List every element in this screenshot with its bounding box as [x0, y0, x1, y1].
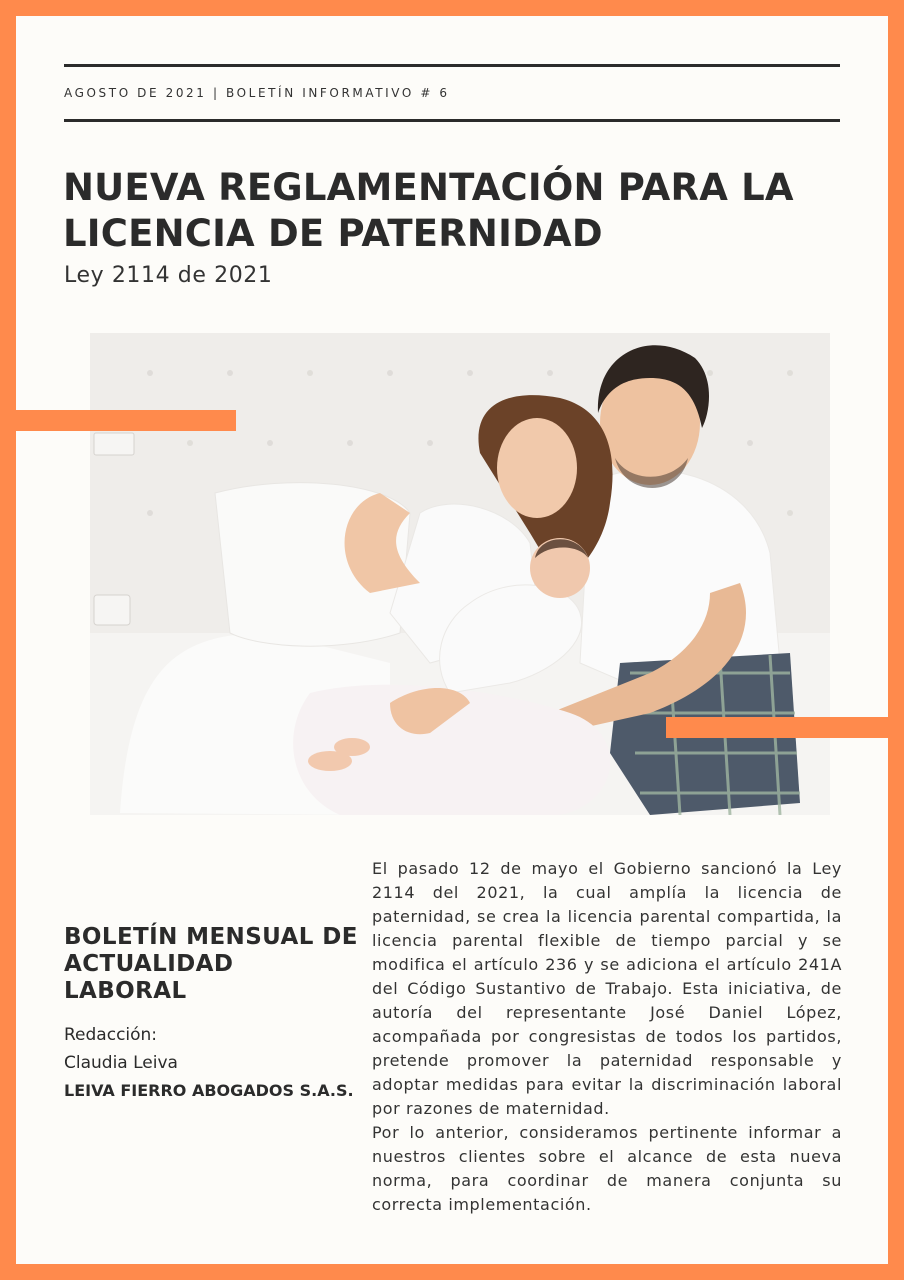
- author-name: Claudia Leiva: [64, 1053, 178, 1073]
- top-rule: [64, 64, 840, 67]
- accent-bar-left: [16, 410, 236, 431]
- bottom-rule: [64, 119, 840, 122]
- redaccion-label: Redacción:: [64, 1025, 158, 1045]
- accent-bar-right: [666, 717, 888, 738]
- newsletter-page: [16, 16, 888, 1264]
- family-photo-illustration: [90, 333, 830, 815]
- article-paragraph: Por lo anterior, consideramos pertinente informar a nuestros clientes sobre el alcance de esta nueva norma, para coordinar de manera conjunta su correcta implementación.: [372, 1123, 842, 1214]
- family-photo: [90, 333, 830, 815]
- newsletter-kicker: AGOSTO DE 2021 | BOLETÍN INFORMATIVO # 6: [64, 86, 450, 100]
- sidebar-title: BOLETÍN MENSUAL DE ACTUALIDAD LABORAL: [64, 924, 358, 1004]
- article-title: NUEVA REGLAMENTACIÓN PARA LA LICENCIA DE PATERNIDAD: [63, 166, 794, 255]
- article-subtitle: Ley 2114 de 2021: [64, 263, 273, 288]
- firm-name: LEIVA FIERRO ABOGADOS S.A.S.: [64, 1081, 354, 1100]
- article-paragraph: El pasado 12 de mayo el Gobierno sancionó la Ley 2114 del 2021, la cual amplía la licencia de paternidad, se crea la licencia parental compartida, la licencia parental flexible de tiempo parcial y se modifica el artículo 236 y se adiciona el artículo 241A del Código Sustantivo de Trabajo. Esta iniciativa, de autoría del representante José Daniel López, acompañada por congresistas de todos los partidos, pretende promover la paternidad responsable y adoptar medidas para evitar la discriminación laboral por razones de maternidad.: [372, 859, 842, 1118]
